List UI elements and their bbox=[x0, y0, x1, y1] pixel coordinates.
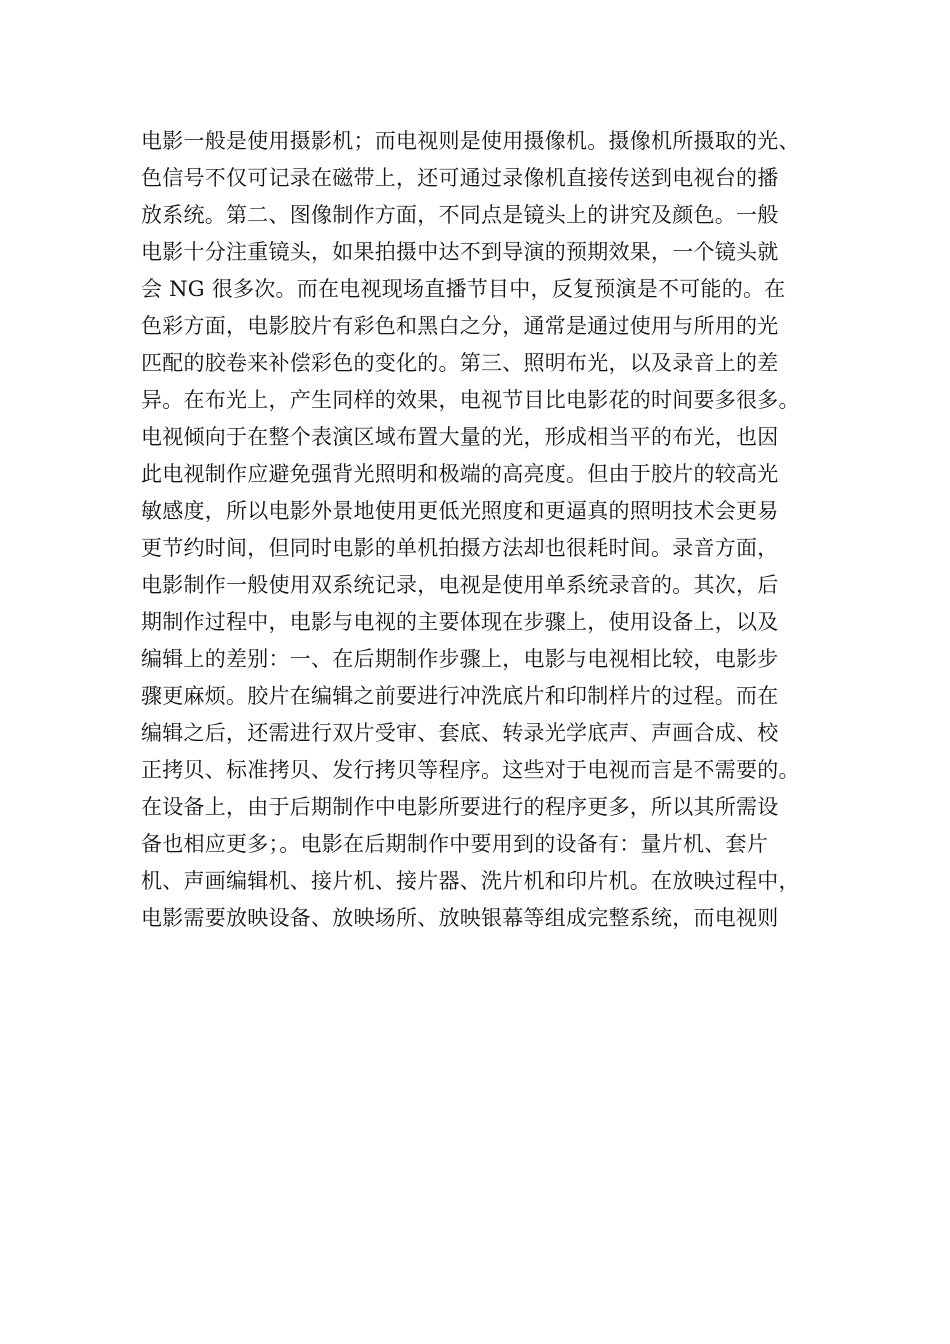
text-line: 电影需要放映设备、放映场所、放映银幕等组成完整系统，而电视则 bbox=[141, 906, 779, 930]
text-line: 会 NG 很多次。而在电视现场直播节目中，反复预演是不可能的。在 bbox=[141, 277, 786, 301]
text-line: 在设备上，由于后期制作中电影所要进行的程序更多，所以其所需设 bbox=[141, 795, 779, 819]
text-line: 备也相应更多；。电影在后期制作中要用到的设备有：量片机、套片 bbox=[141, 832, 768, 856]
text-line: 电影制作一般使用双系统记录，电视是使用单系统录音的。其次，后 bbox=[141, 573, 779, 597]
text-line: 电影一般是使用摄影机；而电视则是使用摄像机。摄像机所摄取的光、 bbox=[141, 129, 800, 153]
text-line: 更节约时间，但同时电影的单机拍摄方法却也很耗时间。录音方面， bbox=[141, 536, 779, 560]
text-line: 异。在布光上，产生同样的效果，电视节目比电影花的时间要多很多。 bbox=[141, 388, 800, 412]
text-line: 敏感度，所以电影外景地使用更低光照度和更逼真的照明技术会更易 bbox=[141, 499, 779, 523]
text-line: 色彩方面，电影胶片有彩色和黑白之分，通常是通过使用与所用的光 bbox=[141, 314, 779, 338]
text-line: 电影十分注重镜头，如果拍摄中达不到导演的预期效果，一个镜头就 bbox=[141, 240, 779, 264]
text-line: 编辑上的差别：一、在后期制作步骤上，电影与电视相比较，电影步 bbox=[141, 647, 779, 671]
text-line: 骤更麻烦。胶片在编辑之前要进行冲洗底片和印制样片的过程。而在 bbox=[141, 684, 779, 708]
body-paragraph bbox=[141, 123, 861, 937]
text-line: 此电视制作应避免强背光照明和极端的高亮度。但由于胶片的较高光 bbox=[141, 462, 779, 486]
text-line: 正拷贝、标准拷贝、发行拷贝等程序。这些对于电视而言是不需要的。 bbox=[141, 758, 800, 782]
text-line: 匹配的胶卷来补偿彩色的变化的。第三、照明布光，以及录音上的差 bbox=[141, 351, 779, 375]
text-line: 编辑之后，还需进行双片受审、套底、转录光学底声、声画合成、校 bbox=[141, 721, 779, 745]
text-line: 放系统。第二、图像制作方面，不同点是镜头上的讲究及颜色。一般 bbox=[141, 203, 779, 227]
text-line: 电视倾向于在整个表演区域布置大量的光，形成相当平的布光，也因 bbox=[141, 425, 779, 449]
text-line: 机、声画编辑机、接片机、接片器、洗片机和印片机。在放映过程中， bbox=[141, 869, 800, 893]
text-line: 色信号不仅可记录在磁带上，还可通过录像机直接传送到电视台的播 bbox=[141, 166, 779, 190]
text-line: 期制作过程中，电影与电视的主要体现在步骤上，使用设备上，以及 bbox=[141, 610, 779, 634]
